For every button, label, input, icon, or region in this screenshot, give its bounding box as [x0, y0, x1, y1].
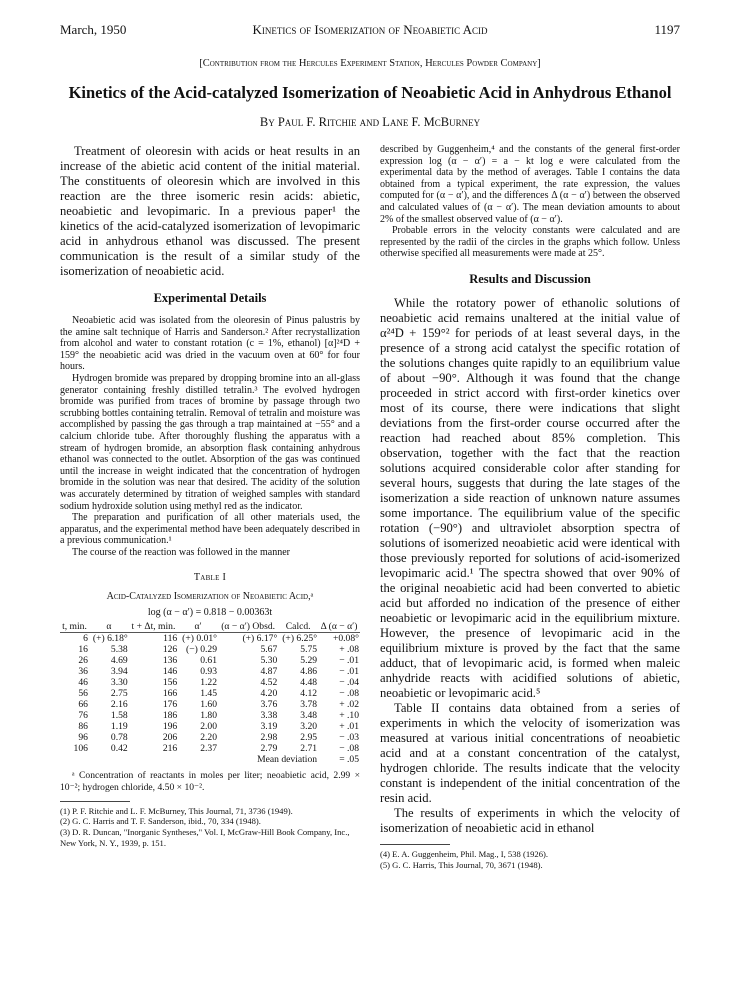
reference-item: (3) D. R. Duncan, "Inorganic Syntheses," Vol. I, McGraw-Hill Book Company, Inc., New York, N. Y., 1939, p. 151.: [60, 827, 350, 848]
issue-date: March, 1950: [60, 22, 127, 37]
table-cell: 4.20: [260, 688, 278, 700]
table-cell: 0.93: [200, 666, 217, 678]
footnote-rule: [380, 844, 450, 845]
table-cell: 26: [78, 655, 88, 667]
author-line: By Paul F. Ritchie and Lane F. McBurney: [259, 115, 481, 129]
table-cell: 4.12: [300, 688, 318, 700]
table-cell: 3.30: [110, 677, 128, 689]
table-cell: 3.78: [300, 699, 318, 711]
table-cell: + .01: [339, 721, 359, 733]
method-paragraph: described by Guggenheim,⁴ and the constants of the general first-order expression log (α − α′) = a − kt log e were calculated from the experimental data by the method of averages. Table I contains the data obtained from a typical experiment, the rate expression, the values computed for (α − α′), and the differences Δ (α − α′) between the observed and calculated values of (α − α′). The mean deviation amounts to about 2% of the smallest observed value of (α − α′).: [380, 144, 680, 225]
col-header: α: [89, 622, 129, 633]
method-paragraph: Probable errors in the velocity constants were calculated and are represented by the radii of the circles in the graphs which follow. Unless otherwise specified all measurements were made at 25°.: [380, 225, 680, 260]
table-body: [60, 633, 360, 755]
data-table: [60, 622, 360, 765]
table-cell: 66: [78, 699, 88, 711]
results-paragraph: The results of experiments in which the velocity of isomerization of neoabietic acid in ethanol: [380, 805, 680, 835]
table-cell: 2.16: [110, 699, 128, 711]
table-cell: +0.08°: [332, 633, 359, 645]
table-cell: 46: [78, 677, 88, 689]
results-paragraph: Table II contains data obtained from a series of experiments in which the velocity of isomerization was measured at various initial concentrations of neoabietic acid and at a constant concentration of the catalyst, hydrogen chloride. The results indicate that the velocity constant is independent of the initial concentration of the resin acid.: [380, 700, 680, 805]
table-row: [60, 699, 360, 710]
table-cell: 216: [162, 743, 178, 755]
page-number: 1197: [654, 22, 680, 37]
table-cell: (+) 6.17°: [242, 633, 278, 645]
left-column: [60, 144, 360, 870]
mean-deviation-label: Mean deviation: [257, 754, 318, 766]
table-cell: 2.75: [110, 688, 128, 700]
reference-item: (2) G. C. Harris and T. F. Sanderson, ibid., 70, 334 (1948).: [60, 816, 261, 827]
col-header: (α − α′) Obsd.: [218, 622, 278, 633]
table-cell: 136: [162, 655, 178, 667]
table-cell: 1.80: [200, 710, 217, 722]
table-cell: (+) 6.18°: [92, 633, 128, 645]
table-cell: 4.87: [260, 666, 278, 678]
table-cell: 5.38: [110, 644, 128, 656]
table-cell: 3.19: [260, 721, 278, 733]
table-row: [60, 721, 360, 732]
table-cell: 2.71: [300, 743, 318, 755]
table-cell: 106: [73, 743, 88, 755]
table-cell: 166: [162, 688, 178, 700]
table-cell: 86: [78, 721, 88, 733]
reference-item: (4) E. A. Guggenheim, Phil. Mag., I, 538 (1926).: [380, 848, 549, 859]
table-cell: 2.95: [300, 732, 318, 744]
intro-paragraph: Treatment of oleoresin with acids or heat results in an increase of the abietic acid content of the initial material. The constituents of oleoresin which are involved in this reaction are the three isomeric resin acids: abietic, neoabietic and levopimaric. In a previous paper¹ the kinetics of the acid-catalyzed isomerization of levopimaric acid in anhydrous ethanol was discussed. The present communication is the result of a similar study of the isomerization of neoabietic acid.: [60, 144, 360, 278]
table-cell: 126: [162, 644, 178, 656]
table-cell: (+) 6.25°: [282, 633, 318, 645]
table-cell: 196: [162, 721, 178, 733]
table-cell: 16: [78, 644, 88, 656]
footnote-rule: [60, 801, 130, 802]
table-row: [60, 677, 360, 688]
table-cell: − .03: [339, 732, 359, 744]
table-cell: 186: [162, 710, 178, 722]
journal-page: [60, 14, 680, 870]
table-row: [60, 688, 360, 699]
results-paragraph: While the rotatory power of ethanolic solutions of neoabietic acid remains unaltered at the initial value of α²⁴D + 159°² for periods of at least several days, in the presence of a strong acid catalyst the specific rotation of the solutions changes quite rapidly to an equilibrium value of about −90°. Although it was found that the change proceeded in strict accord with first-order kinetics over most of its course, there were indications that slight deviations from the first-order course occurred after the reaction had reached about 85% completion. This observation, together with the fact that the reaction solutions acquired considerable color after standing for several hours, suggests that during the late stages of the isomerization a side reaction of unknown nature assumes some importance. The equilibrium value of the specific rotation (−90°) and ultraviolet absorption spectra of solutions of isomerized neoabietic acid were identical with those previously reported for solutions of acid-isomerized levopimaric acid.¹ The spectra showed that over 90% of the original neoabietic acid had been converted to abietic acid but afforded no indication of the presence of either neoabietic or levopimaric acid in the equilibrium mixture. However, the presence of levopimaric acid in the equilibrium mixture is proved by the fact that the same adduct, that of levopimaric acid, is formed when maleic anhydride reacts with acidified solutions of abietic, neoabietic or levopimaric acid.⁵: [380, 295, 680, 700]
table-cell: 2.00: [200, 721, 217, 733]
table-row: [60, 710, 360, 721]
right-column: [380, 144, 680, 870]
table-cell: (−) 0.29: [186, 644, 217, 656]
table-cell: 2.20: [200, 732, 217, 744]
col-header: Δ (α − α′): [318, 622, 360, 633]
reference-item: (5) G. C. Harris, This Journal, 70, 3671 (1948).: [380, 859, 543, 870]
table-cell: 2.79: [260, 743, 278, 755]
table-cell: 1.22: [200, 677, 217, 689]
table-cell: 1.60: [200, 699, 217, 711]
table-cell: 1.58: [110, 710, 128, 722]
table-cell: 1.19: [110, 721, 128, 733]
table-cell: − .04: [339, 677, 359, 689]
reference-item: (1) P. F. Ritchie and L. F. McBurney, This Journal, 71, 3736 (1949).: [60, 805, 293, 816]
table-cell: 4.48: [300, 677, 318, 689]
table-cell: + .08: [339, 644, 359, 656]
table-cell: 5.67: [260, 644, 278, 656]
table-cell: 5.75: [300, 644, 318, 656]
table-cell: 2.37: [200, 743, 217, 755]
table-row: [60, 666, 360, 677]
article-title: Kinetics of the Acid-catalyzed Isomerization of Neoabietic Acid in Anhydrous Ethanol: [68, 83, 672, 102]
table-cell: 3.76: [260, 699, 278, 711]
table-caption: Acid-Catalyzed Isomerization of Neoabietic Acid,ᵃ: [106, 591, 314, 603]
exp-paragraph: The course of the reaction was followed in the manner: [72, 546, 290, 558]
table-cell: − .01: [339, 655, 359, 667]
running-title: Kinetics of Isomerization of Neoabietic Acid: [252, 22, 488, 37]
table-cell: − .01: [339, 666, 359, 678]
two-column-body: [60, 144, 680, 870]
table-cell: 56: [78, 688, 88, 700]
table-row: [60, 644, 360, 655]
table-cell: + .10: [339, 710, 359, 722]
mean-deviation-row: [60, 754, 360, 765]
table-cell: (+) 0.01°: [182, 633, 217, 645]
exp-paragraph: Neoabietic acid was isolated from the oleoresin of Pinus palustris by the amine salt technique of Harris and Sanderson.² After recrystallization from alcohol and water to constant rotation (c = 1%, ethanol) [α]²⁴D + 159° the neoabietic acid was dried in the vacuum oven at 60° for four hours.: [60, 315, 360, 373]
table-cell: 5.29: [300, 655, 318, 667]
table-cell: 36: [78, 666, 88, 678]
table-cell: 96: [78, 732, 88, 744]
table-row: [60, 732, 360, 743]
table-cell: + .02: [339, 699, 359, 711]
col-header: α′: [178, 622, 218, 633]
exp-paragraph: The preparation and purification of all other materials used, the apparatus, and the experimental method have been adequately described in a previous communication.¹: [60, 512, 360, 547]
table-footnote: ᵃ Concentration of reactants in moles per liter; neoabietic acid, 2.99 × 10⁻²; hydrogen chloride, 4.50 × 10⁻².: [60, 770, 360, 793]
table-cell: 0.78: [110, 732, 128, 744]
table-cell: 3.38: [260, 710, 278, 722]
table-cell: 176: [162, 699, 178, 711]
running-header: [60, 22, 680, 42]
rate-equation: log (α − α′) = 0.818 − 0.00363t: [147, 607, 273, 619]
table-cell: 0.61: [200, 655, 217, 667]
table-cell: − .08: [339, 743, 359, 755]
table-cell: 6: [83, 633, 88, 645]
table-cell: 4.52: [260, 677, 278, 689]
table-cell: 3.94: [110, 666, 128, 678]
table-cell: − .08: [339, 688, 359, 700]
table-cell: 1.45: [200, 688, 217, 700]
table-row: [60, 655, 360, 666]
table-cell: 206: [162, 732, 178, 744]
table-cell: 4.69: [110, 655, 128, 667]
section-heading-results: Results and Discussion: [469, 271, 591, 286]
mean-deviation-value: = .05: [339, 754, 359, 766]
exp-paragraph: Hydrogen bromide was prepared by dropping bromine into an all-glass generator containing freshly distilled tetralin.³ The evolved hydrogen bromide was purified from traces of bromine by passage through two scrubbing bottles containing tetralin. Removal of tetralin and moisture was accomplished by passing the gas through a trap maintained at −55° and a calcium chloride tube. After thoroughly flushing the apparatus with a stream of hydrogen bromide, an absorption flask containing anhydrous ethanol was connected to the outlet. Absorption of the gas was continued until the increase in weight indicated that the concentration of hydrogen bromide in the solution was near that desired. The acidity of the solution was accurately determined by titration of weighed samples with standard sodium hydroxide solution using methyl red as the indicator.: [60, 372, 360, 512]
section-heading-experimental: Experimental Details: [153, 291, 267, 305]
table-cell: 2.98: [260, 732, 278, 744]
table-label: Table I: [193, 572, 227, 584]
table-cell: 116: [163, 633, 178, 645]
table-row: [60, 633, 360, 645]
table-cell: 4.86: [300, 666, 318, 678]
contribution-line: [Contribution from the Hercules Experiment Station, Hercules Powder Company]: [199, 58, 541, 69]
table-cell: 3.20: [300, 721, 318, 733]
col-header: t, min.: [60, 622, 89, 633]
table-cell: 5.30: [260, 655, 278, 667]
table-cell: 146: [162, 666, 178, 678]
table-cell: 156: [162, 677, 178, 689]
table-cell: 3.48: [300, 710, 318, 722]
table-cell: 76: [78, 710, 88, 722]
col-header: t + Δt, min.: [129, 622, 179, 633]
col-header: Calcd.: [278, 622, 318, 633]
table-cell: 0.42: [110, 743, 128, 755]
table-row: [60, 743, 360, 754]
